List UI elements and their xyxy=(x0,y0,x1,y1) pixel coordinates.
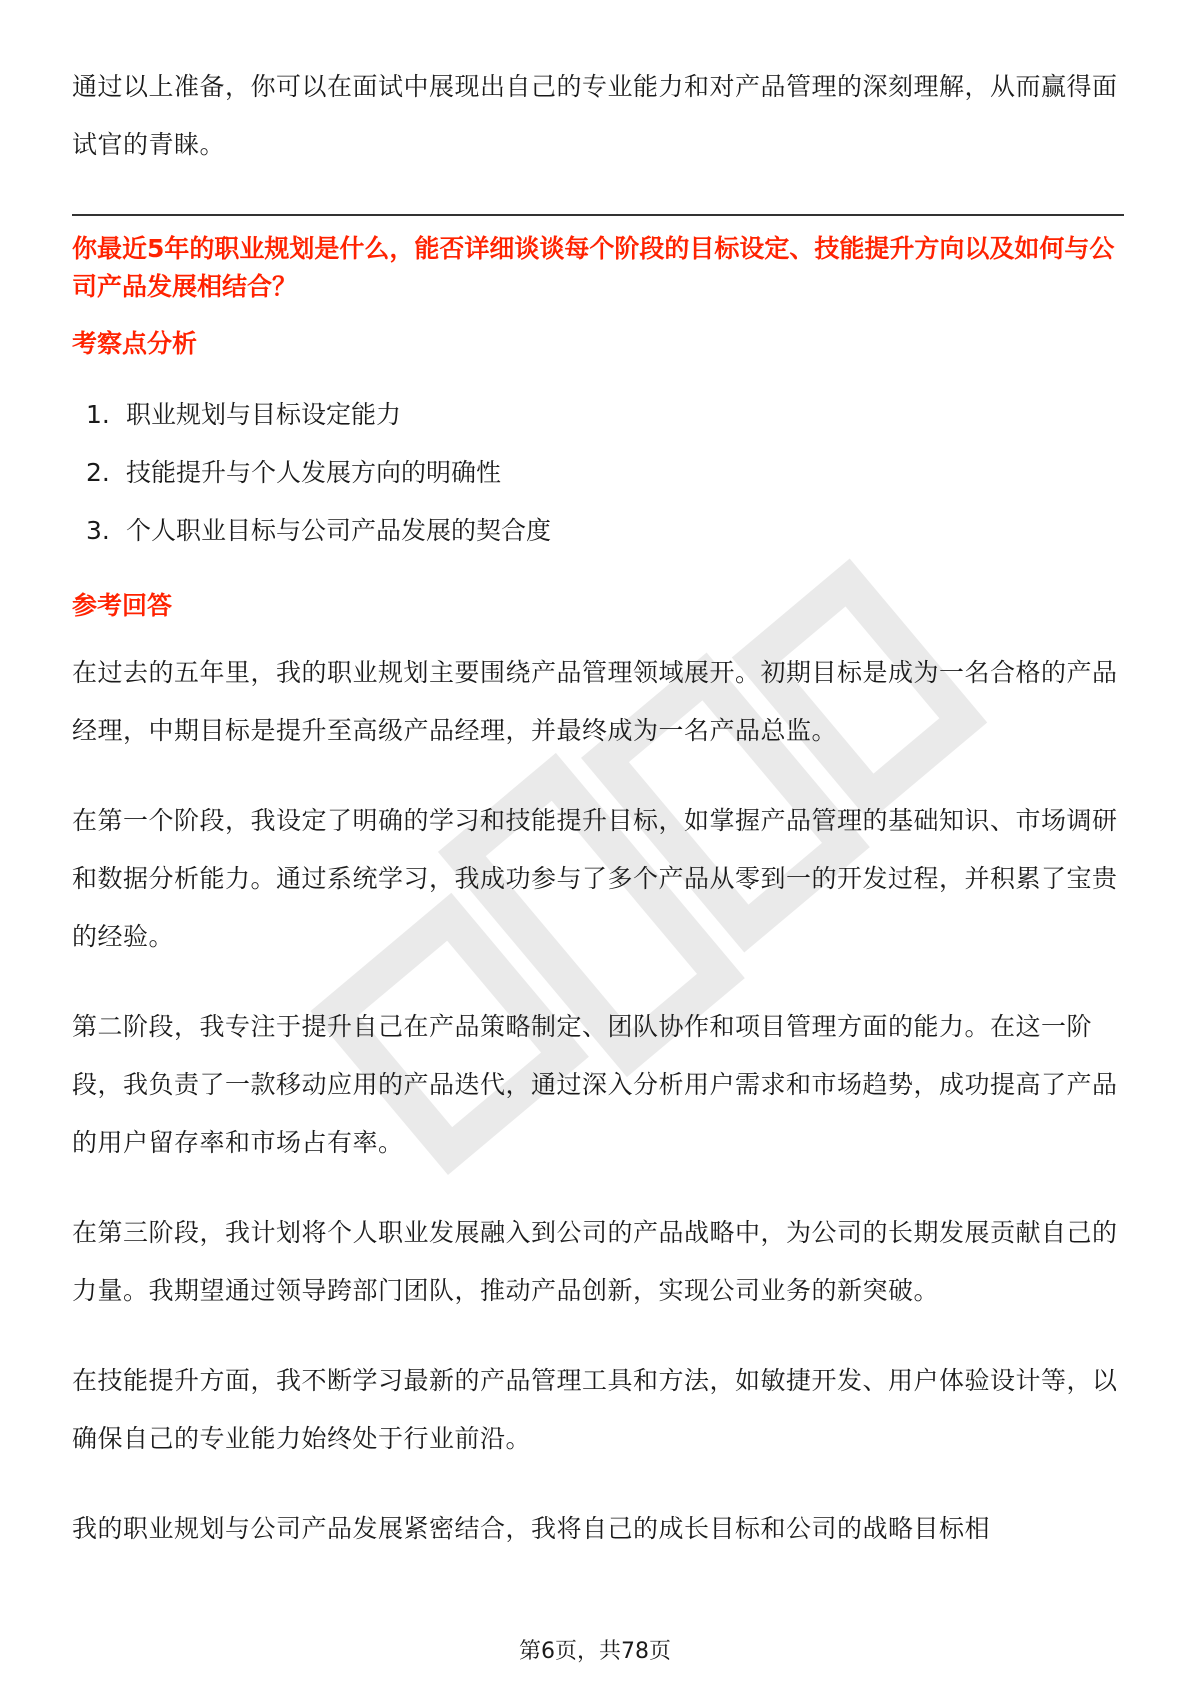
list-item-number: 3. xyxy=(86,516,110,545)
intro-paragraph: 通过以上准备，你可以在面试中展现出自己的专业能力和对产品管理的深刻理解，从而赢得面试官的青睐。 xyxy=(72,72,1118,159)
analysis-heading: 考察点分析 xyxy=(72,329,198,358)
list-item-text: 技能提升与个人发展方向的明确性 xyxy=(126,458,502,487)
document-page xyxy=(72,58,1124,1590)
page-number-footer: 第6页，共78页 xyxy=(519,1639,671,1664)
list-item-text: 职业规划与目标设定能力 xyxy=(126,400,402,429)
section-divider xyxy=(72,214,1124,216)
list-item xyxy=(72,444,1124,502)
answer-paragraph: 我的职业规划与公司产品发展紧密结合，我将自己的成长目标和公司的战略目标相 xyxy=(72,1514,991,1543)
list-item xyxy=(72,502,1124,560)
list-item-text: 个人职业目标与公司产品发展的契合度 xyxy=(126,516,552,545)
answer-heading: 参考回答 xyxy=(72,591,173,620)
analysis-points-list xyxy=(72,386,1124,560)
list-item-number: 1. xyxy=(86,400,110,429)
question-title: 你最近5年的职业规划是什么，能否详细谈谈每个阶段的目标设定、技能提升方向以及如何与公司产品发展相结合？ xyxy=(72,234,1115,301)
answer-paragraph: 在第一个阶段，我设定了明确的学习和技能提升目标，如掌握产品管理的基础知识、市场调研和数据分析能力。通过系统学习，我成功参与了多个产品从零到一的开发过程，并积累了宝贵的经验。 xyxy=(72,806,1118,951)
answer-paragraph: 第二阶段，我专注于提升自己在产品策略制定、团队协作和项目管理方面的能力。在这一阶段，我负责了一款移动应用的产品迭代，通过深入分析用户需求和市场趋势，成功提高了产品的用户留存率和市场占有率。 xyxy=(72,1012,1118,1157)
answer-paragraph: 在过去的五年里，我的职业规划主要围绕产品管理领域展开。初期目标是成为一名合格的产品经理，中期目标是提升至高级产品经理，并最终成为一名产品总监。 xyxy=(72,658,1118,745)
list-item xyxy=(72,386,1124,444)
answer-paragraph: 在第三阶段，我计划将个人职业发展融入到公司的产品战略中，为公司的长期发展贡献自己的力量。我期望通过领导跨部门团队，推动产品创新，实现公司业务的新突破。 xyxy=(72,1218,1118,1305)
answer-paragraph: 在技能提升方面，我不断学习最新的产品管理工具和方法，如敏捷开发、用户体验设计等，以确保自己的专业能力始终处于行业前沿。 xyxy=(72,1366,1118,1453)
list-item-number: 2. xyxy=(86,458,110,487)
